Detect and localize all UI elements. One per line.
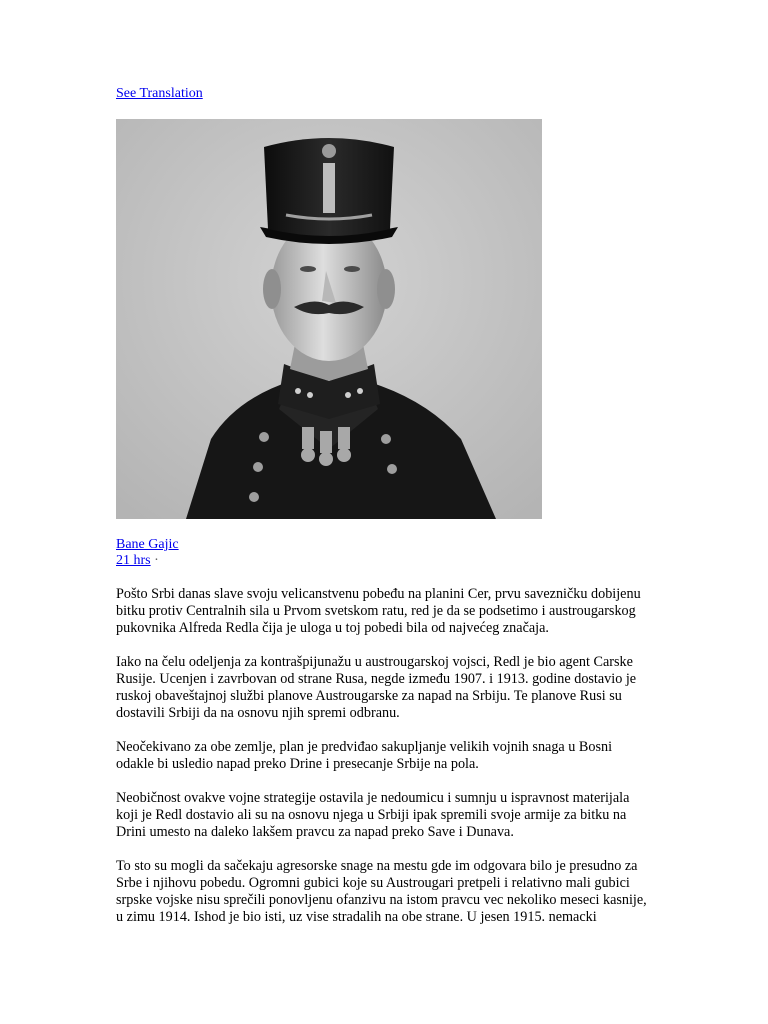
paragraph: Iako na čelu odeljenja za kontrašpijunažu u austrougarskoj vojsci, Redl je bio agent Carske Rusije. Ucenjen i zavrbovan od strane Rusa, negde između 1907. i 1913. godine dostavio je ruskoj obaveštajnoj službi planove Austrougarske za napad na Srbiju. Te planove Rusi su dostavili Srbiji da na osnovu njih spremi odbranu. [116,654,637,721]
timestamp-link[interactable]: 21 hrs [116,553,151,568]
paragraph: Pošto Srbi danas slave svoju velicanstvenu pobeđu na planini Cer, prvu savezničku dobijenu bitku protiv Centralnih sila u Prvom svetskom ratu, red je da se podsetimo i austrougarskog pukovnika Alfreda Redla čija je uloga u toj pobedi bila od najvećeg značaja. [116,586,641,636]
see-translation-link[interactable]: See Translation [116,86,203,101]
post-photo[interactable] [116,119,542,519]
meta-separator: · [154,553,159,568]
author-link[interactable]: Bane Gajic [116,537,179,552]
post-body [116,586,648,943]
paragraph: To sto su mogli da sačekaju agresorske snage na mestu gde im odgovara bilo je presudno za Srbe i njihovu pobedu. Ogromni gubici koje su Austrougari pretpeli i relativno mali gubici srpske vojske nisu sprečili ponovljenu ofanzivu na istom pravcu vec nekoliko meseci kasnije, u zimu 1914. Ishod je bio isti, uz vise stradalih na obe strane. U jesen 1915. nemacki [116,858,647,925]
post-meta [116,553,159,569]
paragraph: Neočekivano za obe zemlje, plan je predviđao sakupljanje velikih vojnih snaga u Bosni odakle bi usledio napad preko Drine i presecanje Srbije na pola. [116,739,613,772]
paragraph: Neobičnost ovakve vojne strategije ostavila je nedoumicu i sumnju u ispravnost materijala koji je Redl dostavio ali su na osnovu njega u Srbiji ipak spremili svoje armije za bitku na Drini umesto na daleko lakšem pravcu za napad preko Save i Dunava. [116,790,630,840]
